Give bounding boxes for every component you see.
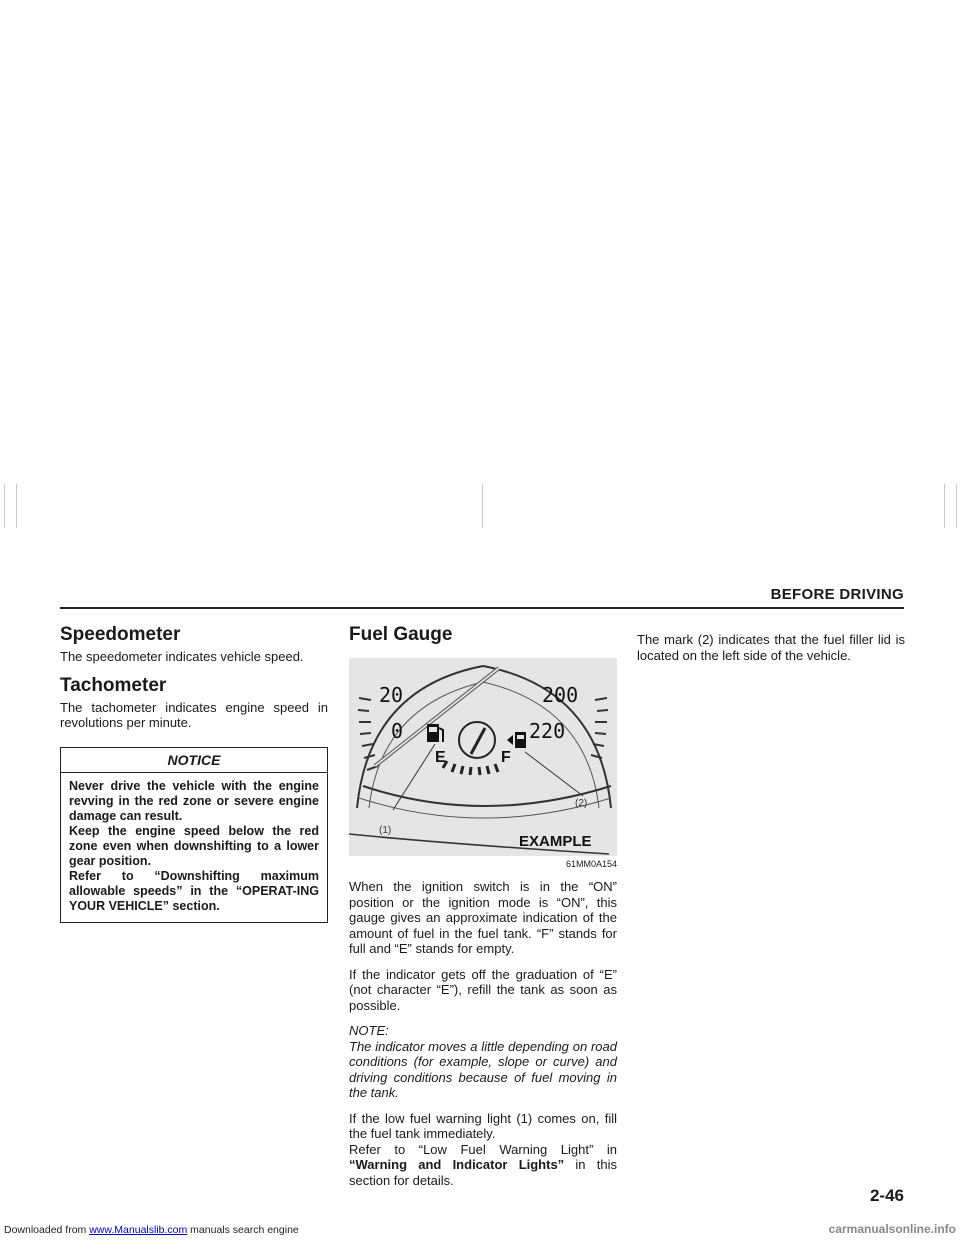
- dial-label-220: 220: [529, 719, 566, 743]
- column-middle: [349, 620, 617, 1198]
- refer-bold: “Warning and Indicator Lights”: [349, 1157, 565, 1172]
- refer-text: Refer to “Low Fuel Warning Light” in: [349, 1141, 617, 1157]
- fuel-gauge-figure: [349, 658, 617, 856]
- note-label: NOTE:: [349, 1023, 389, 1038]
- notice-line: Refer to “Downshifting maximum allowable speeds” in the “OPERAT-ING YOUR VEHICLE” section.: [69, 868, 319, 913]
- notice-line: Never drive the vehicle with the engine revving in the red zone or severe engine damage can result.: [69, 778, 319, 823]
- figure-code: 61MM0A154: [565, 859, 617, 869]
- callout-1: (1): [379, 825, 392, 836]
- fuel-paragraph-3: [349, 1111, 617, 1189]
- fuel-gauge-illustration: [349, 658, 617, 856]
- crop-mark: [482, 484, 483, 528]
- speedometer-text: The speedometer indicates vehicle speed.: [60, 649, 304, 664]
- fuel-paragraph-1: When the ignition switch is in the “ON” position or the ignition mode is “ON”, this gauge gives an approximate indication of the amount of fuel in the fuel tank. “F” stands for full and “E” stands for empty.: [349, 879, 617, 956]
- section-header: BEFORE DRIVING: [770, 586, 904, 603]
- fuel-empty-label: E: [435, 749, 446, 766]
- speedometer-heading: Speedometer: [60, 624, 181, 645]
- column-right: [637, 632, 905, 673]
- notice-title: NOTICE: [61, 748, 327, 773]
- notice-body: [61, 773, 327, 922]
- crop-mark: [956, 484, 957, 528]
- filler-lid-text: The mark (2) indicates that the fuel filler lid is located on the left side of the vehicle.: [637, 632, 905, 663]
- footer-prefix: Downloaded from: [4, 1224, 90, 1236]
- column-left: [60, 620, 328, 923]
- refer-tail: in this section for details.: [349, 1157, 617, 1188]
- tachometer-heading: Tachometer: [60, 674, 167, 696]
- tachometer-text: The tachometer indicates engine speed in revolutions per minute.: [60, 699, 328, 730]
- note-block: [349, 1023, 617, 1101]
- watermark: carmanualsonline.info: [828, 1222, 956, 1236]
- crop-mark: [944, 484, 945, 528]
- footer: [4, 1224, 299, 1236]
- fuel-gauge-heading: Fuel Gauge: [349, 624, 453, 645]
- notice-line: Keep the engine speed below the red zone even when downshifting to a lower gear position.: [69, 823, 319, 868]
- example-label: EXAMPLE: [519, 833, 592, 850]
- footer-suffix: manuals search engine: [187, 1224, 299, 1236]
- crop-mark: [16, 484, 17, 528]
- fuel-pump-icon: [427, 724, 443, 742]
- low-fuel-text: If the low fuel warning light (1) comes on, fill the fuel tank immediately.: [349, 1110, 617, 1141]
- fuel-paragraph-2: If the indicator gets off the graduation of “E” (not character “E”), refill the tank as soon as possible.: [349, 966, 617, 1013]
- crop-mark: [4, 484, 5, 528]
- fuel-filler-side-icon: [507, 732, 526, 748]
- header-rule: [60, 607, 904, 609]
- dial-label-0: 0: [391, 719, 404, 743]
- dial-label-200: 200: [542, 683, 579, 707]
- page-number: 2-46: [869, 1186, 904, 1205]
- dial-label-20: 20: [379, 683, 404, 707]
- callout-2: (2): [575, 798, 588, 809]
- notice-box: [60, 747, 328, 923]
- fuel-full-label: F: [501, 749, 511, 766]
- footer-link[interactable]: www.Manualslib.com: [89, 1224, 188, 1236]
- note-text: The indicator moves a little depending on road conditions (for example, slope or curve) and driving conditions because of fuel moving in the tank.: [349, 1038, 617, 1100]
